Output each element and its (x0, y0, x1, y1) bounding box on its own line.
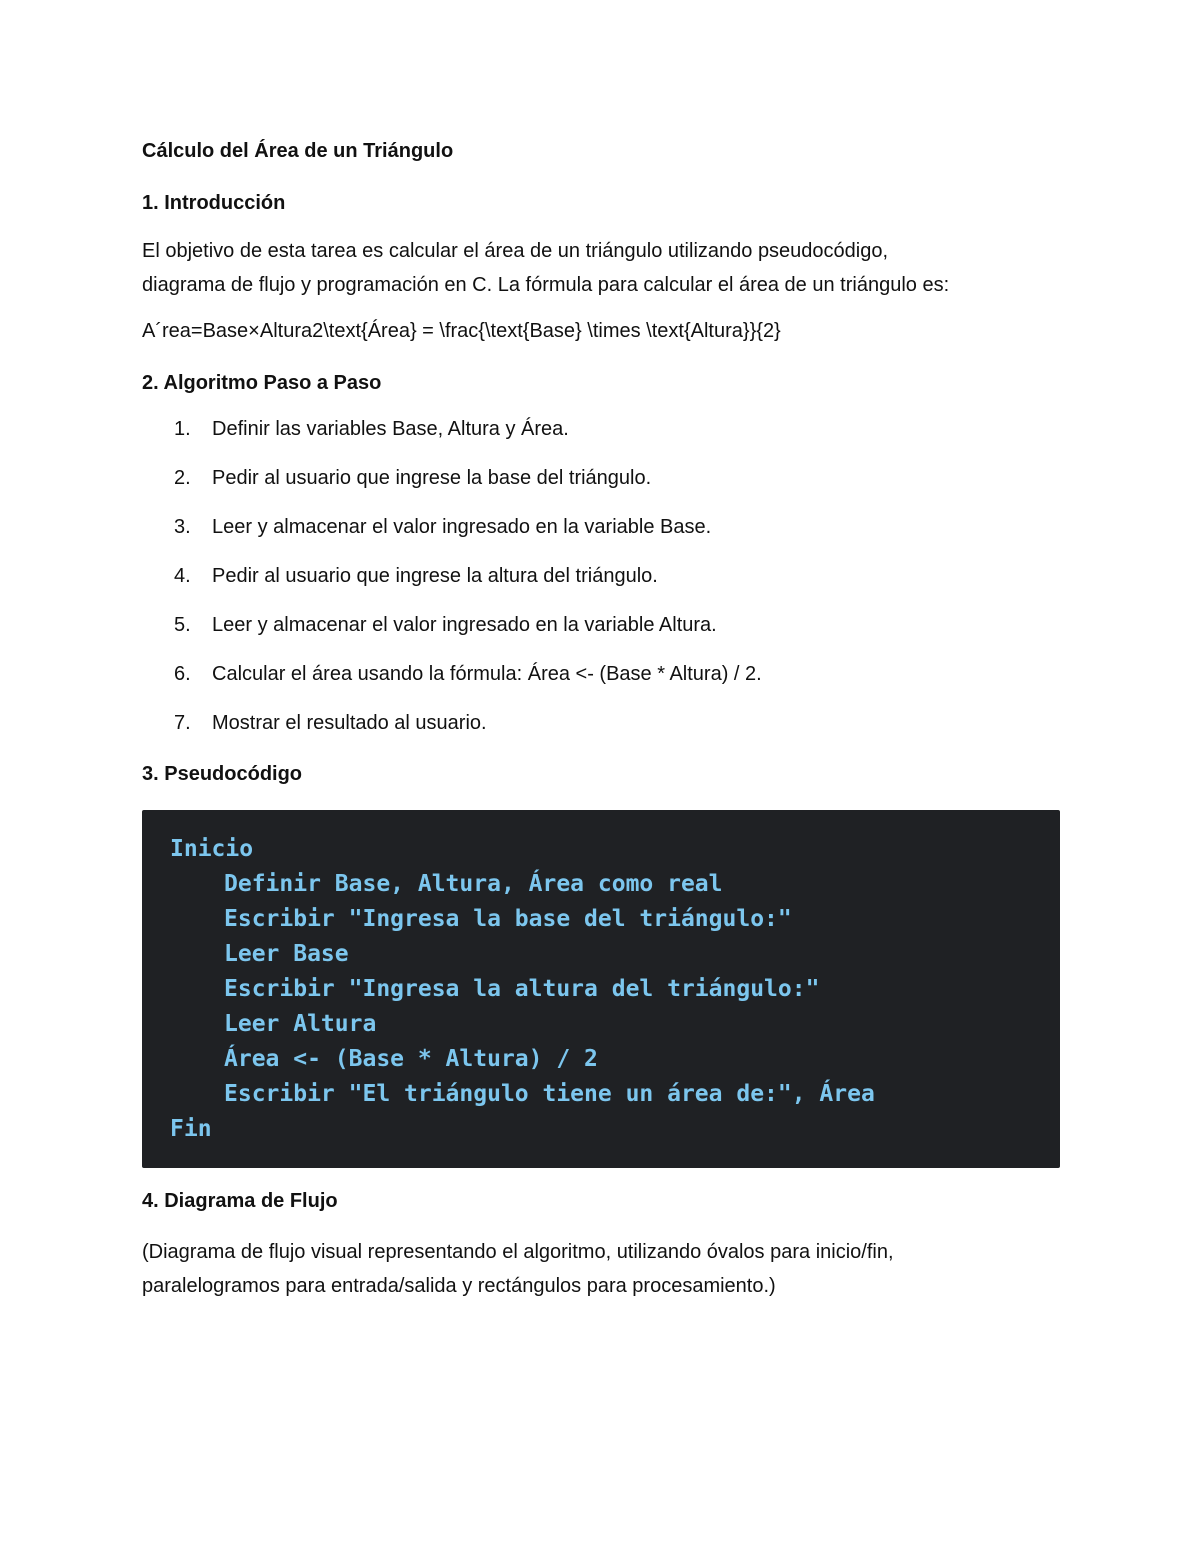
step-text: Calcular el área usando la fórmula: Área <- (Base * Altura) / 2. (212, 663, 762, 685)
flowchart-line-2: paralelogramos para entrada/salida y rectángulos para procesamiento.) (142, 1275, 776, 1297)
step-number: 7. (174, 712, 191, 734)
list-item (142, 712, 1060, 761)
step-text: Mostrar el resultado al usuario. (212, 712, 487, 734)
flowchart-line-1: (Diagrama de flujo visual representando el algoritmo, utilizando óvalos para inicio/fin, (142, 1241, 894, 1263)
list-item (142, 663, 1060, 712)
intro-paragraph (142, 234, 1060, 302)
step-number: 3. (174, 516, 191, 538)
list-item (142, 467, 1060, 516)
flowchart-paragraph (142, 1235, 1060, 1303)
heading-pseudocode: 3. Pseudocódigo (142, 763, 303, 785)
step-number: 6. (174, 663, 191, 685)
heading-introduction: 1. Introducción (142, 192, 286, 214)
step-text: Leer y almacenar el valor ingresado en la variable Altura. (212, 614, 717, 636)
code-line: Escribir "Ingresa la base del triángulo:" (224, 906, 792, 932)
step-number: 5. (174, 614, 191, 636)
area-formula: A´rea=Base×Altura2\text{Área} = \frac{\text{Base} \times \text{Altura}}{2} (142, 320, 781, 342)
code-line: Área <- (Base * Altura) / 2 (224, 1046, 598, 1072)
intro-line-2: diagrama de flujo y programación en C. La fórmula para calcular el área de un triángulo es: (142, 274, 950, 296)
list-item (142, 565, 1060, 614)
list-item (142, 516, 1060, 565)
step-text: Leer y almacenar el valor ingresado en la variable Base. (212, 516, 712, 538)
step-text: Pedir al usuario que ingrese la base del triángulo. (212, 467, 652, 489)
code-line: Fin (170, 1116, 212, 1142)
code-line: Escribir "El triángulo tiene un área de:", Área (224, 1081, 875, 1107)
list-item (142, 418, 1060, 467)
step-number: 1. (174, 418, 191, 440)
step-number: 4. (174, 565, 191, 587)
code-line: Leer Base (224, 941, 349, 967)
heading-flowchart: 4. Diagrama de Flujo (142, 1190, 338, 1212)
code-line: Inicio (170, 836, 254, 862)
pseudocode-block (142, 810, 1060, 1168)
algorithm-steps-list (142, 418, 1060, 761)
document-title: Cálculo del Área de un Triángulo (142, 140, 454, 162)
heading-algorithm: 2. Algoritmo Paso a Paso (142, 372, 382, 394)
step-number: 2. (174, 467, 191, 489)
step-text: Definir las variables Base, Altura y Área. (212, 418, 569, 440)
code-line: Escribir "Ingresa la altura del triángulo:" (224, 976, 820, 1002)
step-text: Pedir al usuario que ingrese la altura del triángulo. (212, 565, 658, 587)
code-line: Leer Altura (224, 1011, 377, 1037)
intro-line-1: El objetivo de esta tarea es calcular el área de un triángulo utilizando pseudocódigo, (142, 240, 889, 262)
list-item (142, 614, 1060, 663)
code-line: Definir Base, Altura, Área como real (224, 871, 723, 897)
